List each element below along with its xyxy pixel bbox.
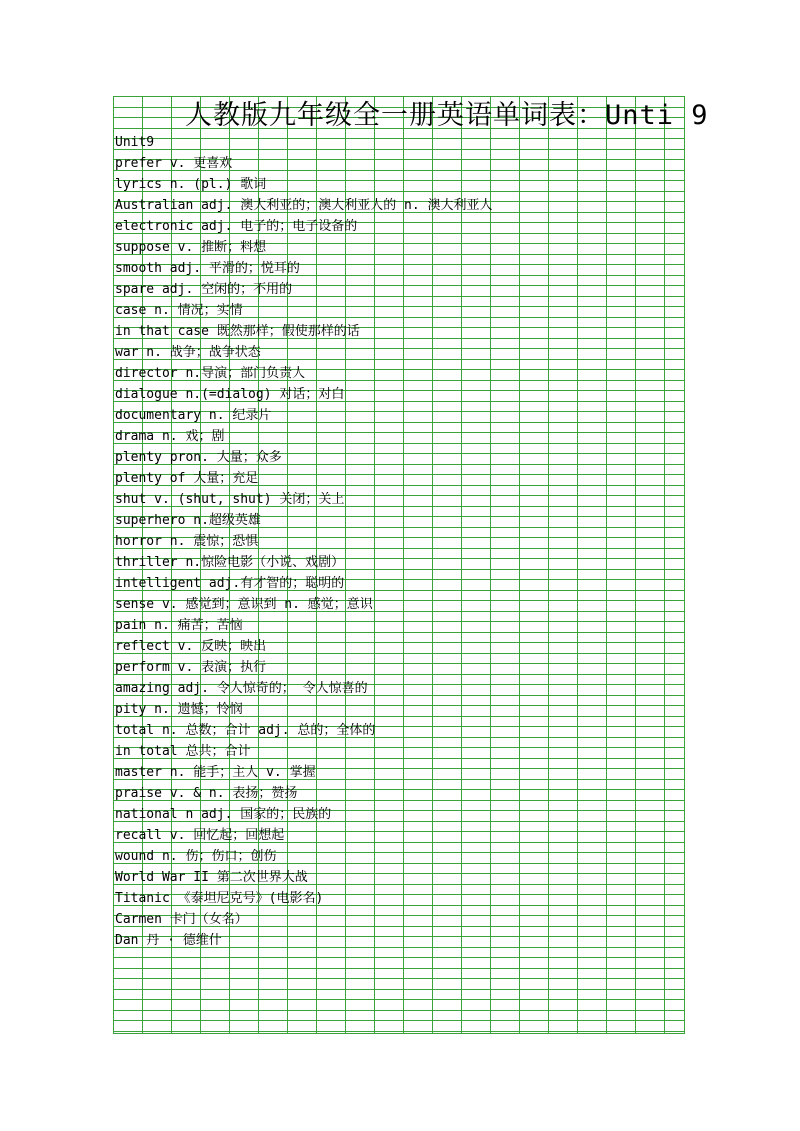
vocab-entry: dialogue n.(=dialog) 对话；对白 (115, 387, 345, 402)
vocab-entry: Unit9 (115, 135, 155, 150)
vocab-entry: lyrics n. (pl.) 歌词 (115, 177, 267, 192)
vocab-entry: Titanic 《泰坦尼克号》(电影名) (115, 891, 324, 906)
vocab-entry: prefer v. 更喜欢 (115, 156, 233, 171)
vocab-entry: sense v. 感觉到；意识到 n. 感觉；意识 (115, 597, 373, 612)
vocab-entry: total n. 总数；合计 adj. 总的；全体的 (115, 723, 376, 738)
vocab-entry: wound n. 伤；伤口；创伤 (115, 849, 277, 864)
vocab-entry: case n. 情况；实情 (115, 303, 243, 318)
vocab-entry: amazing adj. 令人惊奇的； 令人惊喜的 (115, 681, 368, 696)
vocab-entry: documentary n. 纪录片 (115, 408, 272, 423)
page-title: 人教版九年级全一册英语单词表：Unti 9 (185, 100, 709, 131)
vocab-entry: perform v. 表演；执行 (115, 660, 267, 675)
vocab-entry: superhero n.超级英雄 (115, 513, 261, 528)
vocab-entry: drama n. 戏；剧 (115, 429, 225, 444)
vocab-entry: thriller n.惊险电影（小说、戏剧） (115, 555, 345, 570)
vocab-entry: reflect v. 反映；映出 (115, 639, 267, 654)
vocab-entry: electronic adj. 电子的；电子设备的 (115, 219, 358, 234)
vocab-entry: in that case 既然那样；假使那样的话 (115, 324, 360, 339)
vocab-entry: Australian adj. 澳大利亚的；澳大利亚人的 n. 澳大利亚人 (115, 198, 493, 213)
vocab-entry: pity n. 遗憾；怜悯 (115, 702, 243, 717)
vocab-entry: World War II 第二次世界大战 (115, 870, 308, 885)
vocab-entry: shut v. (shut, shut) 关闭；关上 (115, 492, 345, 507)
vocab-entry: horror n. 震惊；恐惧 (115, 534, 259, 549)
vocab-entry: spare adj. 空闲的；不用的 (115, 282, 293, 297)
vocab-entry: plenty of 大量；充足 (115, 471, 259, 486)
vocab-entry: in total 总共；合计 (115, 744, 251, 759)
vocab-entry: recall v. 回忆起；回想起 (115, 828, 285, 843)
vocab-entry: intelligent adj.有才智的；聪明的 (115, 576, 345, 591)
vocab-entry: war n. 战争；战争状态 (115, 345, 261, 360)
vocab-entry: pain n. 痛苦；苦恼 (115, 618, 243, 633)
vocab-entry: suppose v. 推断；料想 (115, 240, 267, 255)
vocab-entry: director n.导演；部门负责人 (115, 366, 306, 381)
vocab-entry: plenty pron. 大量；众多 (115, 450, 282, 465)
vocab-entry: smooth adj. 平滑的；悦耳的 (115, 261, 300, 276)
vocab-entry: Carmen 卡门（女名） (115, 912, 248, 927)
vocab-entry: master n. 能手；主人 v. 掌握 (115, 765, 316, 780)
vocab-entry: national n adj. 国家的；民族的 (115, 807, 332, 822)
vocabulary-list (115, 132, 493, 951)
vocab-entry: Dan 丹 · 德维什 (115, 933, 222, 948)
vocab-entry: praise v. & n. 表扬；赞扬 (115, 786, 298, 801)
